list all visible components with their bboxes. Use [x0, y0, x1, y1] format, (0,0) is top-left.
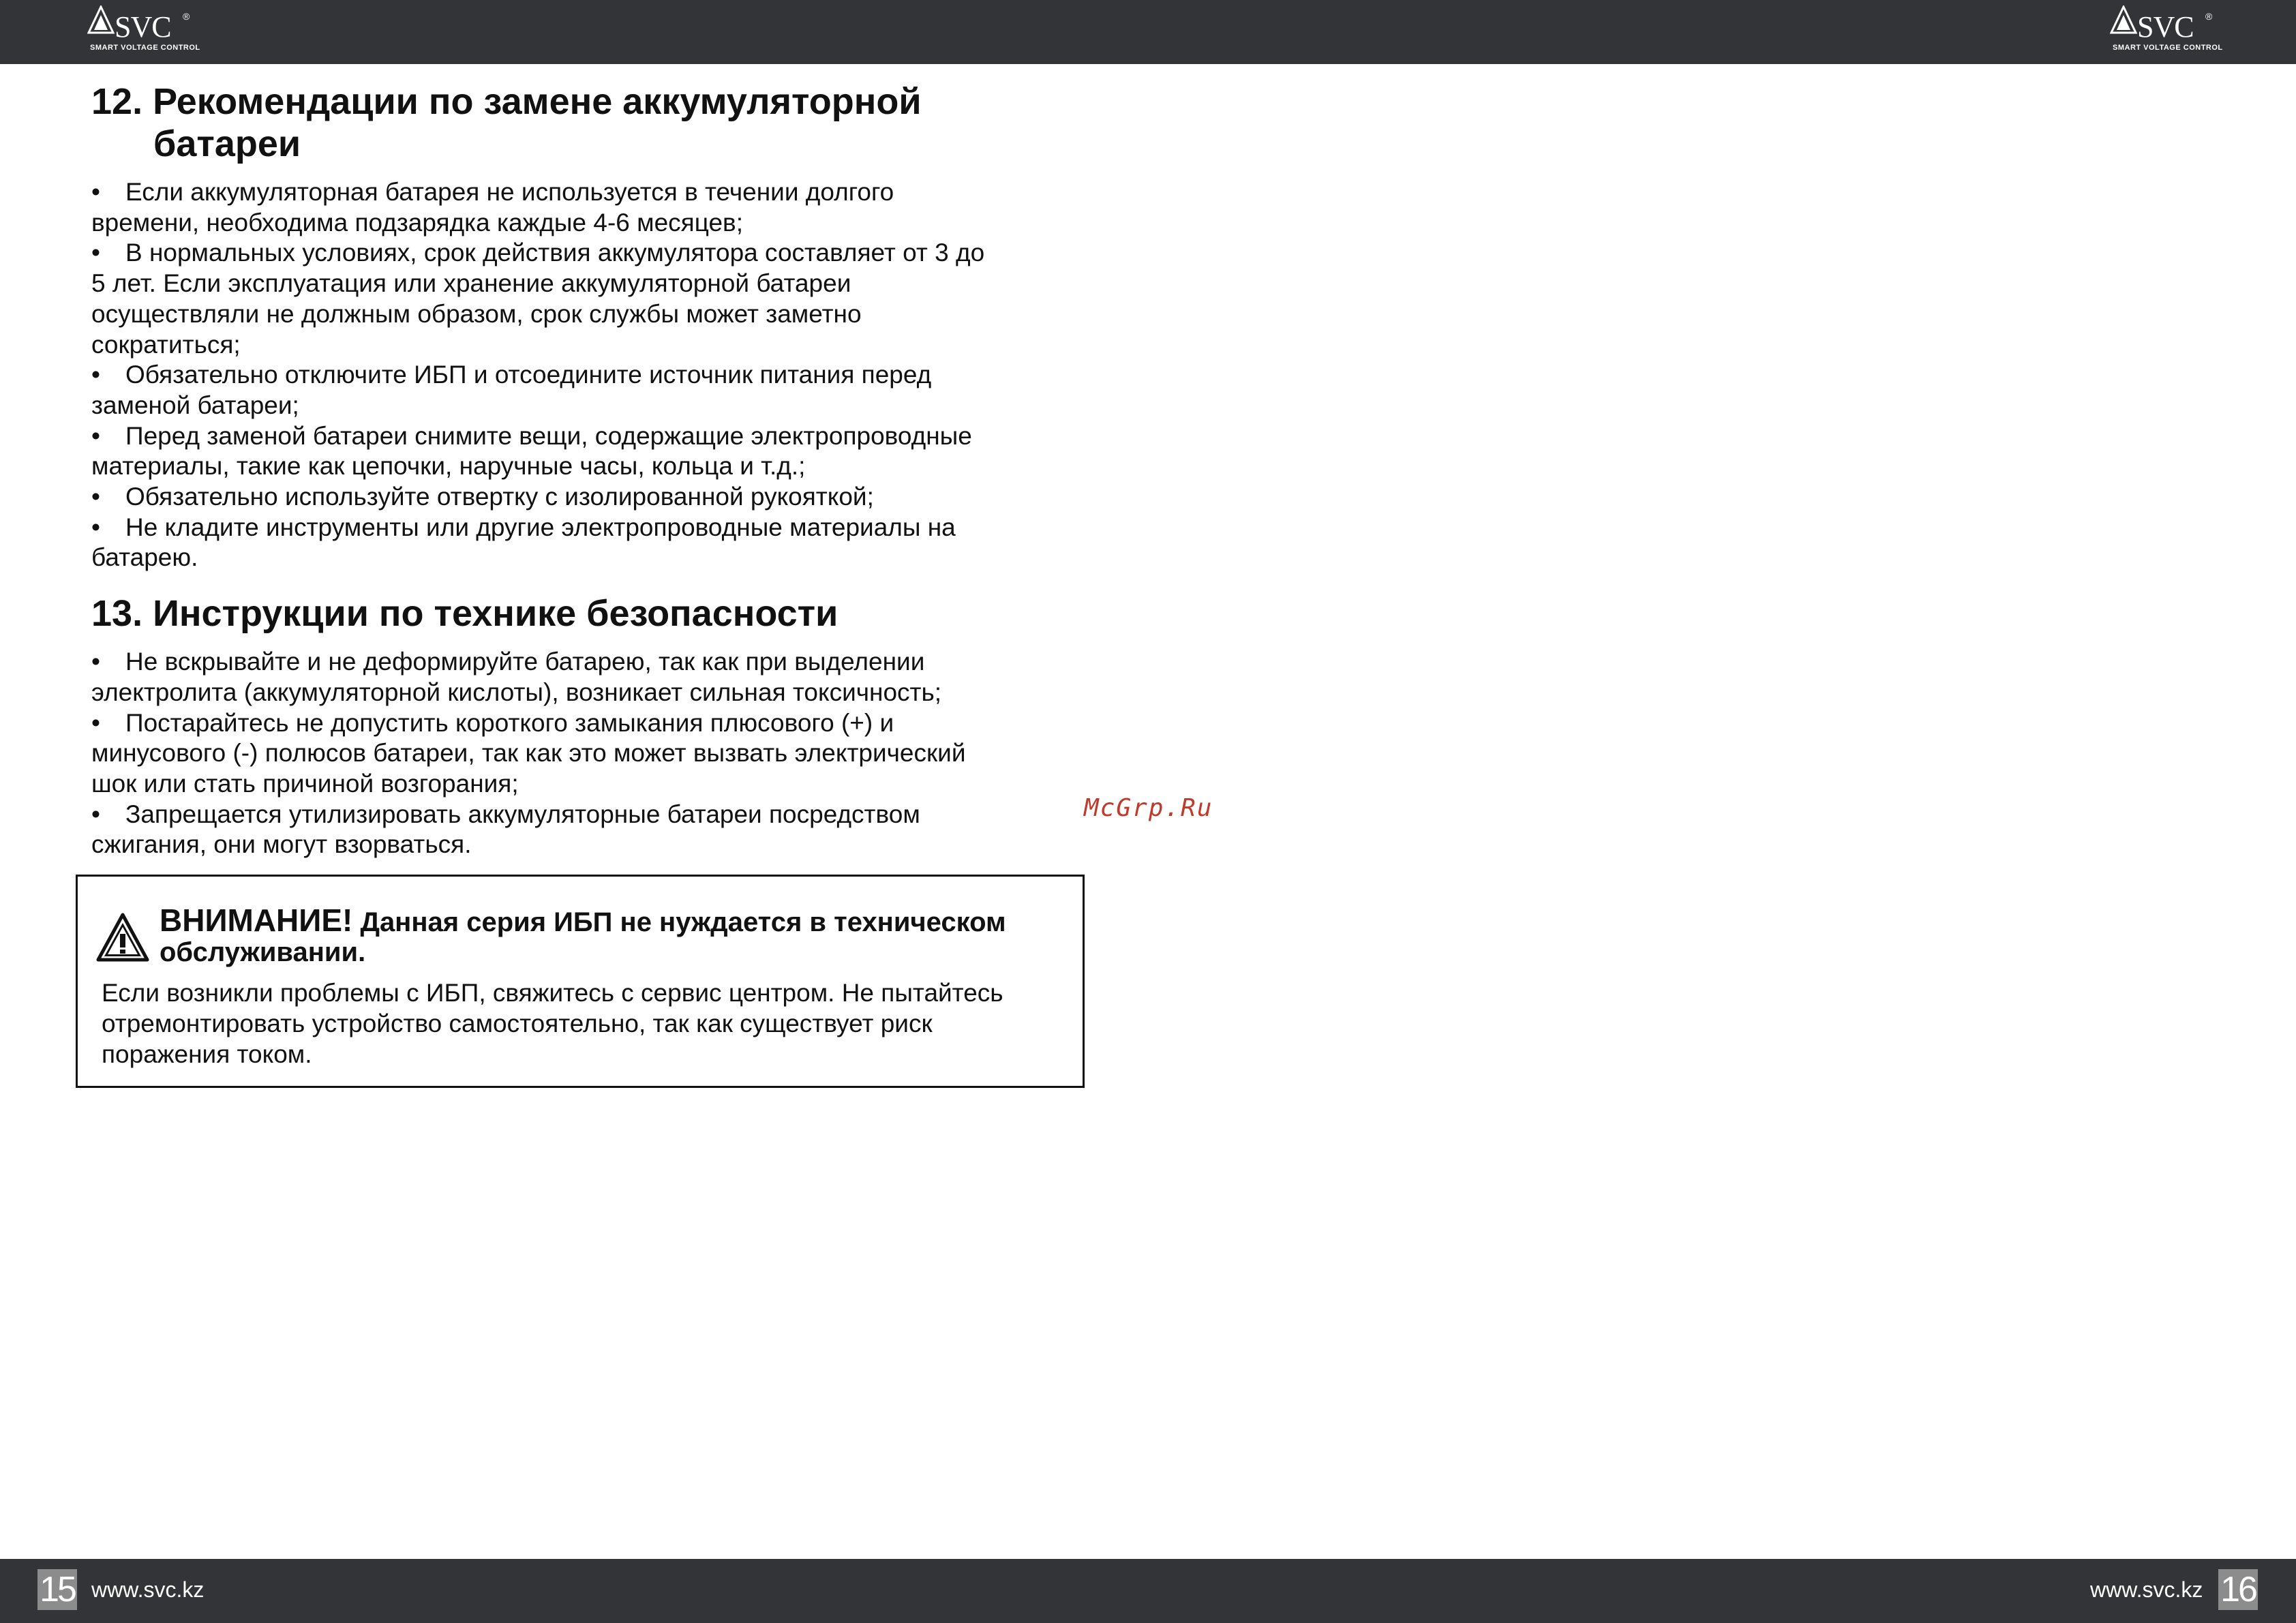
page-number-left: 15	[37, 1569, 77, 1610]
bullet-icon: •	[91, 800, 100, 828]
page-number-right: 16	[2218, 1569, 2258, 1610]
logo-tagline: SMART VOLTAGE CONTROL	[2113, 44, 2223, 52]
warning-title-line2: обслуживании.	[160, 937, 366, 967]
page-content	[91, 80, 1073, 860]
website-right: www.svc.kz	[2090, 1577, 2203, 1602]
watermark: McGrp.Ru	[1084, 794, 1213, 822]
logo-tagline: SMART VOLTAGE CONTROL	[90, 44, 200, 52]
list-item: • Перед заменой батареи снимите вещи, содержащие электропроводные материалы, такие как цепочки, наручные часы, кольца и т.д.;	[91, 421, 972, 481]
section-13-list	[91, 647, 1073, 860]
top-bar	[0, 0, 2296, 64]
registered-mark: ®	[183, 11, 190, 22]
svc-logo-right	[2110, 5, 2223, 60]
list-item: • В нормальных условиях, срок действия аккумулятора составляет от 3 до 5 лет. Если эксплуатация или хранение аккумуляторной батареи осуществляли не должным образом, срок службы может заметно сократиться;	[91, 239, 985, 359]
warning-body: Если возникли проблемы с ИБП, свяжитесь с сервис центром. Не пытайтесь отремонтировать устройство самостоятельно, так как существует риск поражения током.	[102, 979, 1003, 1068]
section-13-title: 13. Инструкции по технике безопасности	[91, 593, 839, 635]
list-item: • Постарайтесь не допустить короткого замыкания плюсового (+) и минусового (-) полюсов батареи, так как это может вызвать электрический шок или стать причиной возгорания;	[91, 708, 966, 798]
logo-text: SVC	[115, 10, 171, 44]
list-item: • Запрещается утилизировать аккумуляторные батареи посредством сжигания, они могут взорваться.	[91, 800, 920, 859]
svc-logo-left	[87, 5, 200, 60]
warning-triangle-icon	[95, 912, 150, 962]
bullet-icon: •	[91, 648, 100, 676]
bottom-bar	[0, 1559, 2296, 1623]
section-12-title-line2: батареи	[153, 123, 301, 164]
bullet-icon: •	[91, 239, 100, 267]
section-12-title-line1: 12. Рекомендации по замене аккумуляторной	[91, 81, 922, 122]
website-left: www.svc.kz	[91, 1577, 205, 1602]
warning-label: ВНИМАНИЕ!	[160, 902, 353, 938]
bullet-icon: •	[91, 178, 100, 206]
section-12-title	[91, 80, 1073, 165]
bullet-icon: •	[91, 708, 100, 737]
list-item: • Не кладите инструменты или другие электропроводные материалы на батарею.	[91, 513, 956, 572]
bullet-icon: •	[91, 513, 100, 541]
list-item: • Не вскрывайте и не деформируйте батарею, так как при выделении электролита (аккумуляторной кислоты), возникает сильная токсичность;	[91, 648, 942, 706]
list-item: • Обязательно отключите ИБП и отсоедините источник питания перед заменой батареи;	[91, 361, 932, 419]
registered-mark: ®	[2205, 11, 2213, 22]
bullet-icon: •	[91, 483, 100, 511]
bullet-icon: •	[91, 361, 100, 389]
logo-emblem-icon	[87, 5, 115, 37]
list-item: • Если аккумуляторная батарея не используется в течении долгого времени, необходима подзарядка каждые 4-6 месяцев;	[91, 178, 894, 237]
section-12-list	[91, 177, 1073, 573]
warning-title	[160, 902, 1073, 967]
logo-text: SVC	[2137, 10, 2194, 44]
logo-emblem-icon	[2110, 5, 2137, 37]
list-item: • Обязательно используйте отвертку с изолированной рукояткой;	[91, 482, 1073, 513]
warning-title-rest: Данная серия ИБП не нуждается в техническом	[352, 907, 1006, 937]
bullet-icon: •	[91, 421, 100, 450]
warning-box	[76, 875, 1085, 1088]
